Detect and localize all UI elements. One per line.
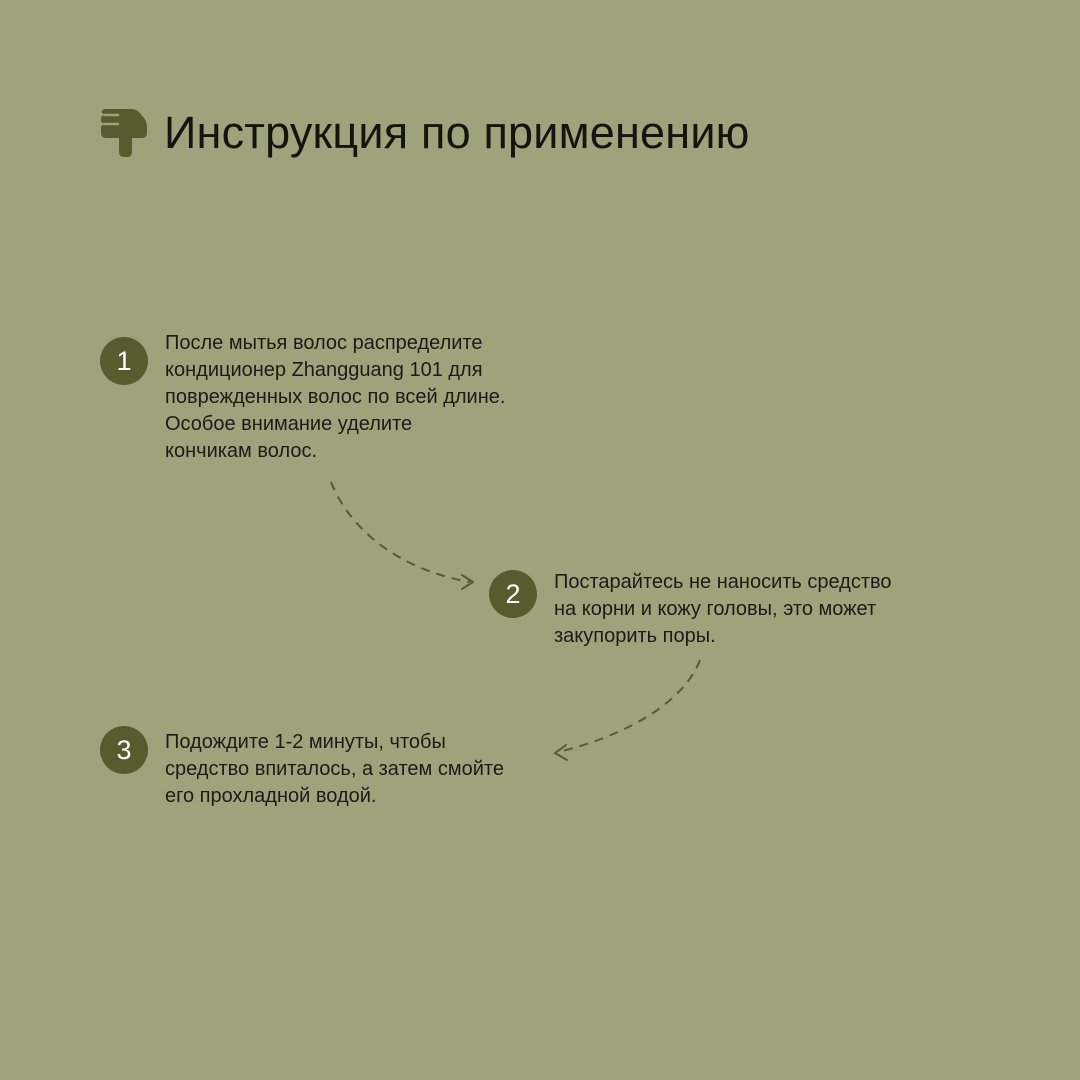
step-1	[100, 330, 505, 465]
page-title: Инструкция по применению	[164, 106, 750, 158]
connector-arrow-2-3	[555, 660, 700, 760]
step-3	[100, 729, 504, 810]
step-number-badge: 2	[489, 570, 537, 618]
step-number-badge: 3	[100, 726, 148, 774]
connector-arrow-1-2	[331, 482, 473, 589]
step-description: После мытья волос распределите кондиционер Zhangguang 101 для поврежденных волос по всей длине. Особое внимание уделите кончикам волос.	[165, 332, 506, 462]
step-description: Подождите 1-2 минуты, чтобы средство впиталось, а затем смойте его прохладной водой.	[165, 731, 504, 807]
step-description: Постарайтесь не наносить средство на корни и кожу головы, это может закупорить поры.	[554, 571, 892, 647]
step-number-badge: 1	[100, 337, 148, 385]
step-2	[489, 570, 892, 650]
